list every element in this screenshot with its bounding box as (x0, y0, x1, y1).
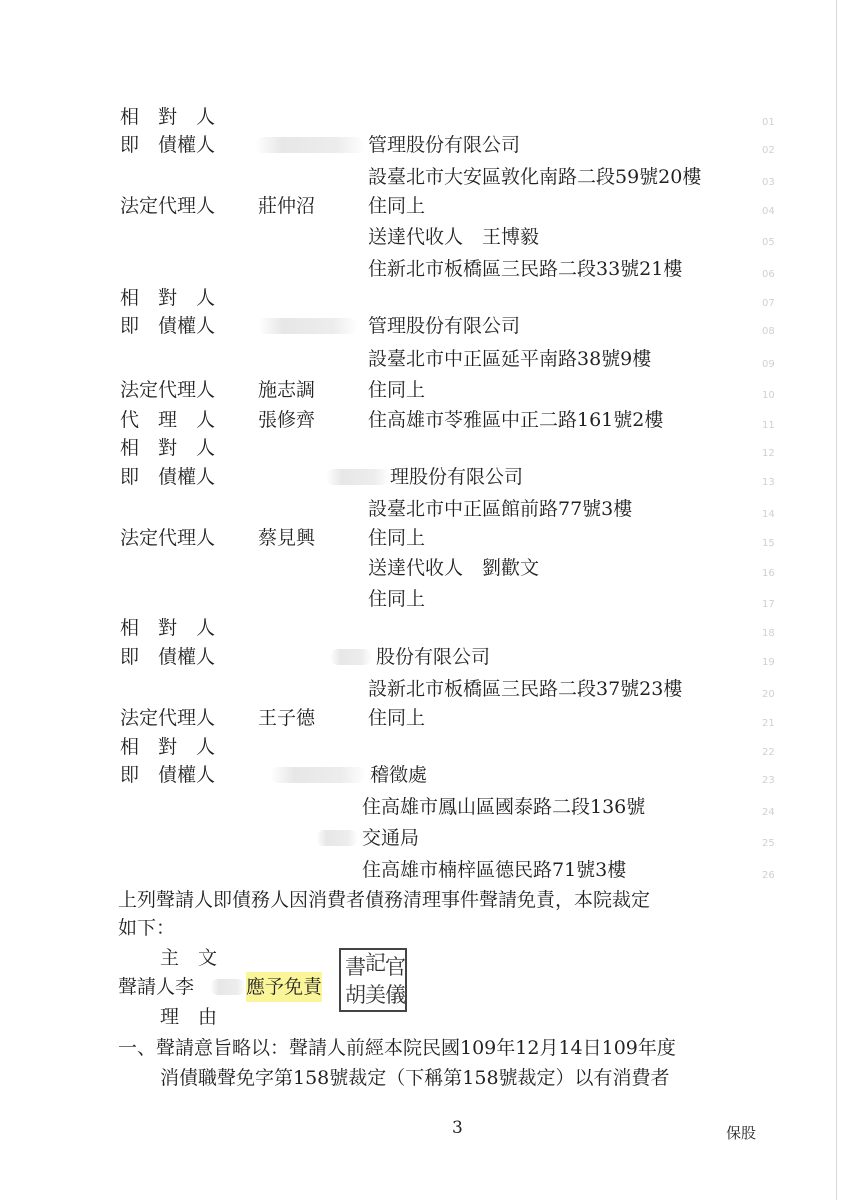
line-number: 10 (762, 390, 775, 401)
party-address: 管理股份有限公司 (368, 315, 521, 337)
party-row (0, 553, 848, 583)
party-label: 法定代理人 (120, 707, 216, 729)
redaction (316, 830, 358, 846)
line-number: 24 (762, 807, 775, 818)
party-address: 送達代收人 王博毅 (368, 226, 540, 248)
line-number: 19 (762, 657, 775, 668)
party-label: 相 對 人 (120, 106, 216, 128)
party-address: 住同上 (368, 527, 426, 549)
party-address: 住高雄市苓雅區中正二路161號2樓 (368, 409, 664, 431)
party-address: 設新北市板橋區三民路二段37號23樓 (368, 678, 683, 700)
party-row (0, 613, 848, 643)
party-row (0, 732, 848, 762)
party-name: 莊仲沼 (258, 195, 316, 217)
redaction (210, 979, 246, 995)
seal-char: 官 (385, 955, 406, 979)
redaction (255, 137, 365, 153)
party-row (0, 191, 848, 221)
seal-char: 記 (365, 951, 386, 975)
party-label: 相 對 人 (120, 287, 216, 309)
party-address: 住高雄市鳳山區國泰路二段136號 (362, 796, 646, 818)
party-label: 即 債權人 (120, 764, 216, 786)
party-row (0, 254, 848, 284)
party-label: 法定代理人 (120, 195, 216, 217)
party-row (0, 855, 848, 885)
line-number: 04 (762, 206, 775, 217)
ruling-highlight: 應予免責 (246, 972, 322, 1002)
redaction (258, 318, 358, 334)
party-row (0, 792, 848, 822)
reason-line-1: 一、聲請意旨略以：聲請人前經本院民國109年12月14日109年度 (118, 1037, 676, 1059)
party-label: 即 債權人 (120, 315, 216, 337)
line-number: 07 (762, 298, 775, 309)
party-row (0, 375, 848, 405)
party-name: 張修齊 (258, 409, 316, 431)
party-row (0, 283, 848, 313)
party-address: 交通局 (362, 827, 420, 849)
line-number: 09 (762, 359, 775, 370)
party-label: 相 對 人 (120, 617, 216, 639)
party-label: 即 債權人 (120, 466, 216, 488)
party-address: 股份有限公司 (376, 646, 491, 668)
party-row (0, 823, 848, 853)
party-label: 法定代理人 (120, 527, 216, 549)
party-row (0, 584, 848, 614)
main-heading: 主 文 (160, 947, 218, 969)
line-number: 20 (762, 689, 775, 700)
seal-char: 美 (365, 983, 386, 1007)
reason-heading: 理 由 (160, 1006, 218, 1028)
party-row (0, 760, 848, 790)
redaction (270, 767, 366, 783)
line-number: 11 (762, 420, 775, 431)
party-address: 設臺北市大安區敦化南路二段59號20樓 (368, 166, 702, 188)
party-label: 即 債權人 (120, 646, 216, 668)
party-row (0, 222, 848, 252)
intro-line-1: 上列聲請人即債務人因消費者債務清理事件聲請免責，本院裁定 (118, 889, 651, 911)
line-number: 25 (762, 838, 775, 849)
party-address: 設臺北市中正區館前路77號3樓 (368, 498, 633, 520)
party-row (0, 311, 848, 341)
party-row (0, 462, 848, 492)
redaction (330, 649, 372, 665)
page-number: 3 (452, 1118, 463, 1138)
party-row (0, 433, 848, 463)
seal-char: 書 (345, 955, 366, 979)
line-number: 02 (762, 145, 775, 156)
seal-char: 胡 (345, 983, 366, 1007)
party-name: 王子德 (258, 707, 316, 729)
line-number: 03 (762, 177, 775, 188)
party-label: 代 理 人 (120, 409, 216, 431)
party-label: 法定代理人 (120, 379, 216, 401)
line-number: 14 (762, 509, 775, 520)
party-name: 蔡見興 (258, 527, 316, 549)
party-row (0, 405, 848, 435)
party-address: 設臺北市中正區延平南路38號9樓 (368, 348, 652, 370)
party-address: 住同上 (368, 195, 426, 217)
line-number: 26 (762, 870, 775, 881)
reason-line-2: 消債職聲免字第158號裁定（下稱第158號裁定）以有消費者 (160, 1067, 670, 1089)
party-row (0, 523, 848, 553)
line-number: 13 (762, 477, 775, 488)
clerk-seal (339, 948, 407, 1012)
party-row (0, 494, 848, 524)
line-number: 05 (762, 237, 775, 248)
party-address: 住同上 (368, 588, 426, 610)
line-number: 12 (762, 448, 775, 459)
party-address: 稽徵處 (370, 764, 428, 786)
party-name: 施志調 (258, 379, 316, 401)
line-number: 08 (762, 326, 775, 337)
party-label: 相 對 人 (120, 736, 216, 758)
line-number: 17 (762, 599, 775, 610)
party-address: 理股份有限公司 (390, 466, 524, 488)
line-number: 23 (762, 775, 775, 786)
line-number: 01 (762, 117, 775, 128)
party-row (0, 674, 848, 704)
party-row (0, 344, 848, 374)
party-address: 住高雄市楠梓區德民路71號3樓 (362, 859, 627, 881)
party-label: 相 對 人 (120, 437, 216, 459)
party-row (0, 703, 848, 733)
line-number: 18 (762, 628, 775, 639)
party-address: 住同上 (368, 707, 426, 729)
party-row (0, 642, 848, 672)
party-label: 即 債權人 (120, 134, 216, 156)
line-number: 15 (762, 538, 775, 549)
party-row (0, 130, 848, 160)
line-number: 06 (762, 269, 775, 280)
line-number: 21 (762, 718, 775, 729)
seal-char: 儀 (385, 983, 406, 1007)
party-address: 住同上 (368, 379, 426, 401)
party-row (0, 102, 848, 132)
party-address: 管理股份有限公司 (368, 134, 521, 156)
line-number: 22 (762, 747, 775, 758)
party-row (0, 162, 848, 192)
redaction (326, 469, 390, 485)
party-address: 住新北市板橋區三民路二段33號21樓 (368, 258, 683, 280)
division-label: 保股 (726, 1124, 757, 1142)
party-address: 送達代收人 劉歡文 (368, 557, 540, 579)
intro-line-2: 如下： (118, 917, 176, 939)
ruling-prefix: 聲請人李 (118, 976, 195, 998)
line-number: 16 (762, 568, 775, 579)
